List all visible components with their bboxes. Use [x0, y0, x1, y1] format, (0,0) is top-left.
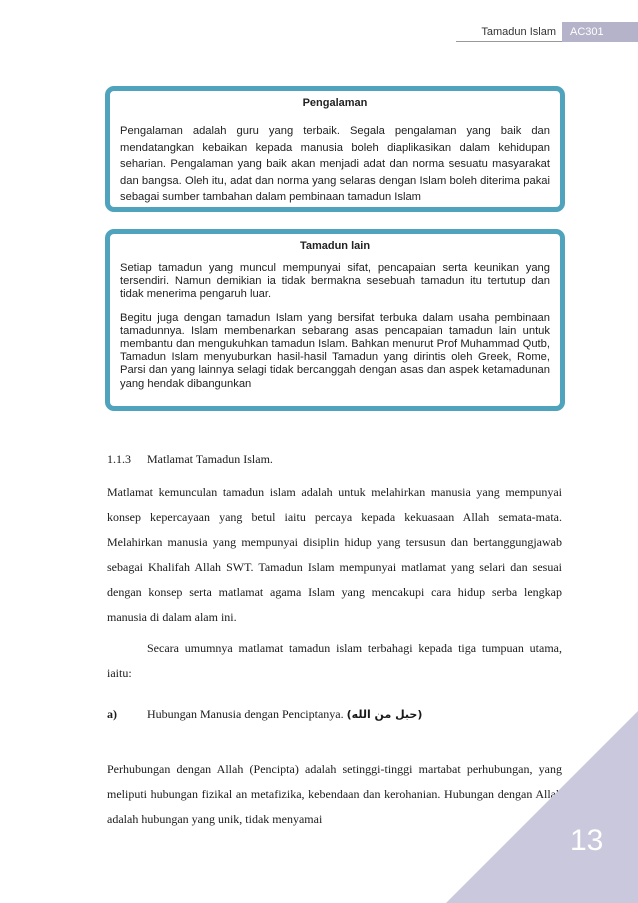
tamadun-lain-para-1: Setiap tamadun yang muncul mempunyai sifat, pencapaian serta keunikan yang tersendiri. Namun demikian ia tidak bermakna sesebuah tamadun itu tertutup dan tidak menerima pengaruh luar.	[120, 262, 550, 301]
course-code-badge: AC301	[562, 22, 638, 42]
pengalaman-box-title: Pengalaman	[302, 97, 368, 109]
section-heading	[107, 452, 273, 467]
body-paragraph-3: Perhubungan dengan Allah (Pencipta) adalah setinggi-tinggi martabat perhubungan, yang meliputi hubungan fizikal an metafizika, kebendaan dan kerohanian. Hubungan dengan Allah adalah hubungan yang unik, tidak menyamai	[107, 762, 562, 826]
corner-decoration	[446, 711, 638, 903]
subsection-arabic: (حبل من الله)	[346, 708, 423, 721]
section-title: Matlamat Tamadun Islam.	[147, 452, 273, 466]
subsection-title: Hubungan Manusia dengan Penciptanya.	[147, 707, 344, 721]
pengalaman-box-text: Pengalaman adalah guru yang terbaik. Segala pengalaman yang baik dan mendatangkan kebaikan kepada manusia boleh diaplikasikan dalam kehidupan seharian. Pengalaman yang baik akan menjadi adat dan norma sesuatu masyarakat dan bangsa. Oleh itu, adat dan norma yang selaras dengan Islam boleh diterima pakai sebagai sumber tambahan dalam pembinaan tamadun Islam	[120, 125, 550, 204]
header-title: Tamadun Islam	[481, 26, 556, 38]
subsection-heading	[107, 707, 422, 722]
page-number: 13	[570, 824, 604, 857]
pengalaman-box	[105, 86, 565, 212]
body-paragraph-1: Matlamat kemunculan tamadun islam adalah untuk melahirkan manusia yang mempunyai konsep kepercayaan yang betul iaitu percaya kepada kekuasaan Allah semata-mata. Melahirkan manusia yang mempunyai disiplin hidup yang tersusun dan bertanggungjawab sebagai Khalifah Allah SWT. Tamadun Islam mempunyai matlamat yang selari dan sesuai dengan konsep serta matlamat agama Islam yang mencakupi cara hidup serba lengkap manusia di dalam alam ini.	[107, 485, 562, 624]
body-paragraph-2: Secara umumnya matlamat tamadun islam terbahagi kepada tiga tumpuan utama, iaitu:	[107, 641, 562, 680]
header-divider	[456, 41, 562, 42]
tamadun-lain-box-title: Tamadun lain	[299, 240, 371, 252]
section-number: 1.1.3	[107, 452, 131, 466]
tamadun-lain-box	[105, 229, 565, 411]
subsection-letter: a)	[107, 707, 117, 721]
tamadun-lain-para-2: Begitu juga dengan tamadun Islam yang bersifat terbuka dalam usaha pembinaan tamadunnya. Islam membenarkan sebarang asas pencapaian tamadun lain untuk membantu dan mengukuhkan tamadun Islam. Bahkan menurut Prof Muhammad Qutb, Tamadun Islam menyuburkan hasil-hasil Tamadun yang dirintis oleh Greek, Rome, Parsi dan yang lainnya selagi tidak bercanggah dengan asas dan aspek ketamadunan yang hendak dibangunkan	[120, 311, 550, 390]
